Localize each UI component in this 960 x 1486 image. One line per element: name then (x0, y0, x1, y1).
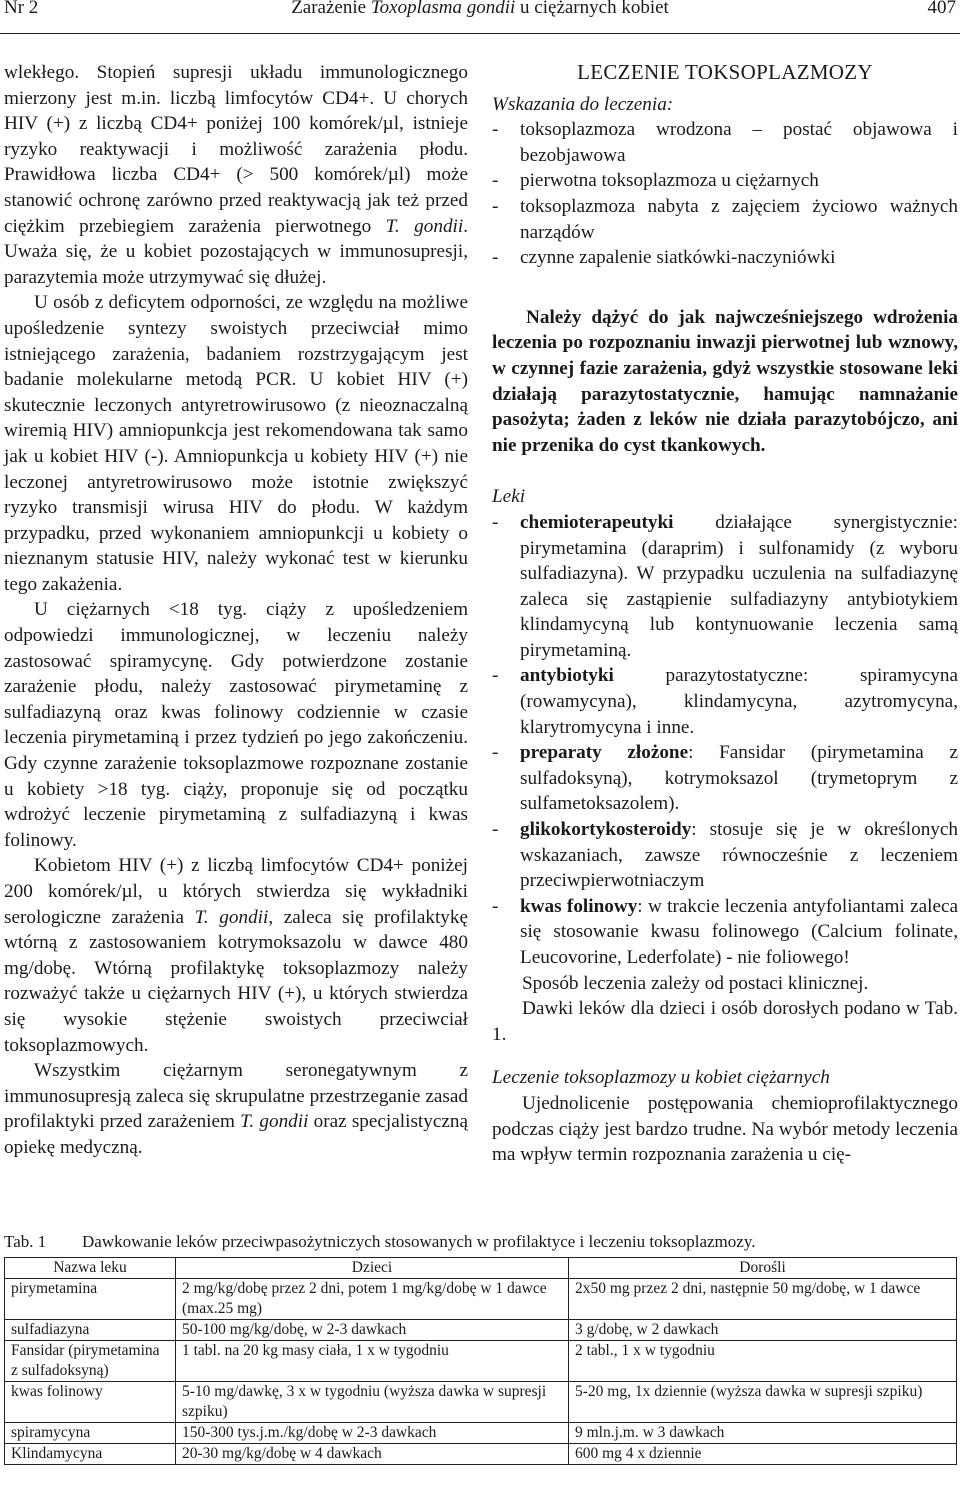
table-cell: kwas folinowy (5, 1382, 176, 1423)
paragraph-seronegative: Wszystkim ciężarnym seronegatywnym z immunosupresją zaleca się skrupulatne przestrzeganie zasad profilaktyki przed zarażeniem T. gondii oraz specjalistyczną opiekę medyczną. (4, 1060, 468, 1158)
table-title: Dawkowanie leków przeciwpasożytniczych stosowanych w profilaktyce i leczeniu toksoplazmozy. (82, 1232, 756, 1251)
list-item: - toksoplazmoza nabyta z zajęciem życiowo ważnych narządów (492, 194, 958, 245)
table-row (5, 1423, 957, 1444)
table-row (5, 1444, 957, 1465)
paragraph-method: Sposób leczenia zależy od postaci klinicznej. (522, 972, 869, 994)
paragraph-prophylaxis: Kobietom HIV (+) z liczbą limfocytów CD4+ poniżej 200 komórek/µl, u których stwierdza się wykładniki serologiczne zarażenia T. gondii, zaleca się profilaktykę wtórną z zastosowaniem kotrymoksazolu w dawce 480 mg/dobę. Wtórną profilaktykę toksoplazmozy należy rozważyć także u ciężarnych HIV (+), u których stwierdza się wysokie stężenie swoistych przeciwciał toksoplazmowych. (4, 855, 468, 1056)
paragraph-pregnant: Ujednolicenie postępowania chemioprofilaktycznego podczas ciąży jest bardzo trudne. Na wybór metody leczenia ma wpływ termin rozpoznania zarażenia u cię- (492, 1092, 958, 1166)
table-cell: 50-100 mg/kg/dobę, w 2-3 dawkach (176, 1320, 569, 1341)
table-cell: 5-20 mg, 1x dziennie (wyższa dawka w supresji szpiku) (569, 1382, 957, 1423)
table-header-row (5, 1258, 957, 1279)
table-row (5, 1320, 957, 1341)
list-item: - antybiotyki parazytostatyczne: spiramycyna (rowamycyna), klindamycyna, azytromycyna, klarytromycyna i inne. (492, 663, 958, 740)
running-header (0, 0, 960, 32)
indications-list (492, 117, 958, 271)
list-item: - toksoplazmoza wrodzona – postać objawowa i bezobjawowa (492, 117, 958, 168)
running-title: Zarażenie Toxoplasma gondii u ciężarnych kobiet (0, 0, 960, 19)
list-item: - chemioterapeutyki działające synergistycznie: pirymetamina (daraprim) i sulfonamidy (z wyboru sulfadiazyna). W przypadku uczulenia na sulfadiazynę zaleca się zastąpienie sulfadiazyny antybiotykiem klindamycyną lub kontynuowanie leczenia samą pirymetaminą. (492, 510, 958, 664)
table-cell: 5-10 mg/dawkę, 3 x w tygodniu (wyższa dawka w supresji szpiku) (176, 1382, 569, 1423)
pregnant-heading: Leczenie toksoplazmozy u kobiet ciężarnych (492, 1067, 830, 1089)
table-cell: 2x50 mg przez 2 dni, następnie 50 mg/dobę, w 1 dawce (569, 1279, 957, 1320)
dosage-table (4, 1257, 957, 1465)
table-cell: Fansidar (pirymetamina z sulfadoksyną) (5, 1341, 176, 1382)
table-cell: 600 mg 4 x dziennie (569, 1444, 957, 1465)
header-rule (0, 33, 960, 34)
page-number: 407 (927, 0, 956, 18)
key-recommendation: Należy dążyć do jak najwcześniejszego wdrożenia leczenia po rozpoznaniu inwazji pierwotnej lub wznowy, w czynnej fazie zarażenia, gdyż wszystkie stosowane leki działają parazytostatycznie, hamując namnażanie pasożyta; żaden z leków nie działa parazytobójczo, ani nie przenika do cyst tkankowych. (492, 306, 958, 456)
list-item: - preparaty złożone: Fansidar (pirymetamina z sulfadoksyną), kotrymoksazol (trymetoprym z sulfametoksazolem). (492, 740, 958, 817)
table-row (5, 1382, 957, 1423)
list-item: - czynne zapalenie siatkówki-naczyniówki (492, 245, 958, 271)
paragraph-doses: Dawki leków dla dzieci i osób dorosłych podano w Tab. 1. (492, 998, 958, 1045)
table-cell: 9 mln.j.m. w 3 dawkach (569, 1423, 957, 1444)
table-cell: sulfadiazyna (5, 1320, 176, 1341)
list-item: - pierwotna toksoplazmoza u ciężarnych (492, 168, 958, 194)
table-cell: spiramycyna (5, 1423, 176, 1444)
table-label: Tab. 1 (4, 1232, 47, 1251)
left-column (4, 60, 468, 1161)
paragraph-cd4: wlekłego. Stopień supresji układu immunologicznego mierzony jest m.in. liczbą limfocytów CD4+. U chorych HIV (+) z liczbą CD4+ poniżej 100 komórek/µl, istnieje ryzyko reaktywacji i możliwość zarażenia płodu. Prawidłowa liczba CD4+ (> 500 komórek/µl) może stanowić ochronę zarówno przed reaktywacją jak też przed ciężkim przebiegiem zarażenia pierwotnego T. gondii. Uważa się, że u kobiet pozostających w immunosupresji, parazytemia może utrzymywać się dłużej. (4, 62, 468, 288)
table-cell: pirymetamina (5, 1279, 176, 1320)
table-row (5, 1341, 957, 1382)
column-header: Dzieci (176, 1258, 569, 1279)
table-cell: 1 tabl. na 20 kg masy ciała, 1 x w tygodniu (176, 1341, 569, 1382)
species-name: Toxoplasma gondii (370, 0, 516, 18)
column-header: Nazwa leku (5, 1258, 176, 1279)
drugs-heading: Leki (492, 486, 526, 508)
table-cell: 20-30 mg/kg/dobę w 4 dawkach (176, 1444, 569, 1465)
column-header: Dorośli (569, 1258, 957, 1279)
section-title: LECZENIE TOKSOPLAZMOZY (577, 60, 873, 84)
table-row (5, 1279, 957, 1320)
table-cell: 150-300 tys.j.m./kg/dobę w 2-3 dawkach (176, 1423, 569, 1444)
right-column (492, 60, 958, 1168)
table-cell: 3 g/dobę, w 2 dawkach (569, 1320, 957, 1341)
table-cell: 2 tabl., 1 x w tygodniu (569, 1341, 957, 1382)
drugs-list (492, 510, 958, 971)
table-cell: 2 mg/kg/dobę przez 2 dni, potem 1 mg/kg/dobę w 1 dawce (max.25 mg) (176, 1279, 569, 1320)
issue-number: Nr 2 (4, 0, 39, 18)
list-item: - kwas folinowy: w trakcie leczenia antyfoliantami zaleca się stosowanie kwasu folinowego (Calcium folinate, Leucovorine, Lederfolate) - nie foliowego! (492, 894, 958, 971)
paragraph-spiramycin: U ciężarnych <18 tyg. ciąży z upośledzeniem odpowiedzi immunologicznej, w leczeniu należy zastosować spiramycynę. Gdy potwierdzone zostanie zarażenie płodu, należy zastosować pirymetaminę z sulfadiazyną oraz kwas folinowy codziennie w czasie leczenia pirymetaminą i przez tydzień po jego zakończeniu. Gdy czynne zarażenie toksoplazmowe rozpoznane zostanie u kobiety >18 tyg. ciąży, proponuje się od początku wdrożyć leczenie pirymetaminą z sulfadiazyną i kwas folinowy. (4, 599, 468, 851)
list-item: - glikokortykosteroidy: stosuje się je w określonych wskazaniach, zawsze równocześnie z leczeniem przeciwpierwotniaczym (492, 817, 958, 894)
table-cell: Klindamycyna (5, 1444, 176, 1465)
paragraph-pcr: U osób z deficytem odporności, ze względu na możliwe upośledzenie syntezy swoistych przeciwciał mimo istniejącego zarażenia, badaniem rozstrzygającym jest badanie molekularne metodą PCR. U kobiet HIV (+) skutecznie leczonych antyretrowirusowo (z nieoznaczalną wiremią HIV) amniopunkcja jest rekomendowana tak samo jak u kobiet HIV (-). Amniopunkcja u kobiety HIV (+) nie leczonej antyretrowirusowo może istotnie zwiększyć ryzyko transmisji wirusa HIV do płodu. W każdym przypadku, przed wykonaniem amniopunkcji u kobiety o nieznanym statusie HIV, należy wykonać test w kierunku tego zakażenia. (4, 292, 468, 595)
indications-heading: Wskazania do leczenia: (492, 93, 674, 115)
table-caption (4, 1232, 960, 1252)
